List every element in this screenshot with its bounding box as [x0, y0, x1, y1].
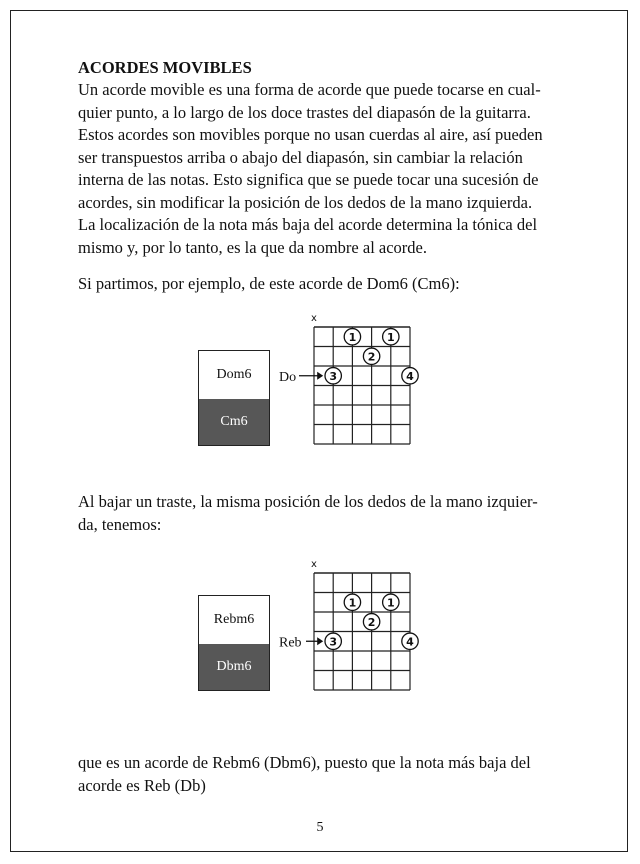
arrow-head-icon	[317, 372, 323, 380]
finger-number: 1	[348, 330, 357, 344]
chord-name-english: Dbm6	[199, 644, 269, 690]
finger-number: 4	[406, 369, 414, 383]
chord-name-english: Cm6	[199, 399, 269, 445]
fretboard-grid	[198, 556, 438, 726]
finger-dot	[363, 614, 379, 630]
conclusion-line: acorde es Reb (Db)	[78, 775, 206, 795]
finger-dot	[325, 633, 341, 649]
chord-name-spanish: Dom6	[199, 351, 269, 399]
mute-marker: x	[311, 313, 317, 324]
intro-line: Estos acordes son movibles porque no usan cuerdas al aire, así pueden	[78, 125, 543, 144]
arrow-head-icon	[317, 637, 323, 645]
finger-dot	[402, 633, 418, 649]
intro-line: quier punto, a lo largo de los doce trastes del diapasón de la guitarra.	[78, 102, 531, 122]
finger-number: 1	[348, 596, 357, 610]
chord-diagram-rebm6	[198, 556, 438, 726]
finger-number: 3	[329, 635, 338, 649]
intro-line: mismo y, por lo tanto, es la que da nombre al acorde.	[78, 237, 427, 257]
root-note-label: Reb	[279, 635, 302, 651]
finger-number: 2	[367, 350, 376, 364]
finger-dot	[344, 594, 360, 610]
finger-number: 1	[386, 330, 395, 344]
intro-line: Un acorde movible es una forma de acorde que puede tocarse en cual-	[78, 80, 541, 99]
mute-marker: x	[311, 559, 317, 570]
conclusion-paragraph	[78, 752, 570, 797]
intro-line: acordes, sin modificar la posición de los dedos de la mano izquierda.	[78, 192, 533, 212]
intro-line: ser transpuestos arriba o abajo del diapasón, sin cambiar la relación	[78, 147, 523, 167]
finger-number: 3	[329, 369, 338, 383]
root-note-label: Do	[279, 369, 297, 385]
example-sentence: Si partimos, por ejemplo, de este acorde de Dom6 (Cm6):	[78, 274, 460, 293]
finger-dot	[344, 329, 360, 345]
conclusion-line: que es un acorde de Rebm6 (Dbm6), puesto que la nota más baja del	[78, 753, 531, 772]
page-number: 5	[316, 820, 324, 835]
finger-dot	[402, 368, 418, 384]
chord-name-spanish: Rebm6	[199, 596, 269, 644]
fretboard-grid	[198, 310, 438, 480]
transition-paragraph	[78, 491, 570, 536]
finger-number: 1	[386, 596, 395, 610]
finger-dot	[383, 329, 399, 345]
transition-line: Al bajar un traste, la misma posición de los dedos de la mano izquier-	[78, 492, 538, 511]
finger-number: 2	[367, 615, 376, 629]
finger-dot	[363, 348, 379, 364]
transition-line: da, tenemos:	[78, 514, 162, 534]
intro-line: interna de las notas. Esto significa que se puede tocar una sucesión de	[78, 170, 539, 189]
section-heading: ACORDES MOVIBLES	[78, 58, 252, 77]
finger-number: 4	[406, 635, 414, 649]
chord-diagram-dom6	[198, 310, 438, 480]
finger-dot	[383, 594, 399, 610]
intro-line: La localización de la nota más baja del acorde determina la tónica del	[78, 215, 538, 234]
intro-paragraph	[78, 79, 570, 259]
finger-dot	[325, 368, 341, 384]
